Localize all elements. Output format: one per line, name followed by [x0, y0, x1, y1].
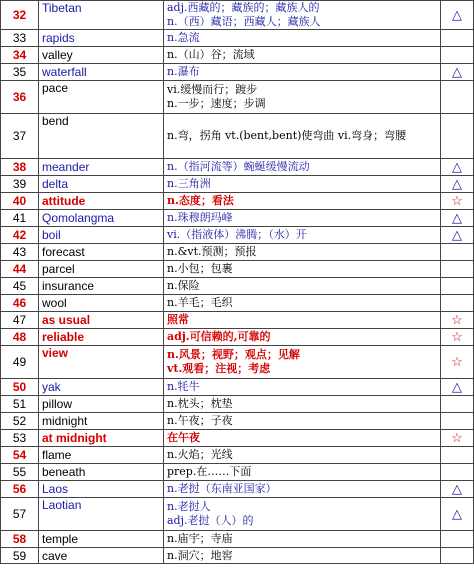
star-mark-icon: ☆	[441, 430, 474, 447]
meaning-line: n.羊毛；毛织	[167, 296, 233, 309]
vocab-word: valley	[39, 47, 164, 64]
row-number: 41	[1, 210, 39, 227]
vocab-word: cave	[39, 548, 164, 564]
meaning-line: n.洞穴；地窖	[167, 548, 233, 562]
vocab-meaning	[164, 531, 441, 548]
table-row	[1, 159, 474, 176]
empty-mark-cell	[441, 447, 474, 464]
triangle-mark-icon: △	[441, 1, 474, 30]
meaning-line: n.风景；视野；观点；见解	[167, 348, 300, 361]
meaning-line: n.急流	[167, 31, 200, 44]
meaning-line: prep.在……下面	[167, 465, 252, 478]
vocab-meaning	[164, 81, 441, 114]
vocab-word: Laos	[39, 481, 164, 498]
vocab-word: midnight	[39, 413, 164, 430]
vocab-word: delta	[39, 176, 164, 193]
meaning-line: n.（西）藏语；西藏人；藏族人	[167, 15, 321, 28]
vocab-word: yak	[39, 379, 164, 396]
vocab-word: view	[39, 346, 164, 379]
vocab-meaning	[164, 159, 441, 176]
vocab-meaning	[164, 346, 441, 379]
vocab-meaning	[164, 278, 441, 295]
meaning-line: n.枕头；枕垫	[167, 397, 233, 410]
row-number: 54	[1, 447, 39, 464]
meaning-line: n.老挝人	[167, 500, 211, 513]
table-row	[1, 548, 474, 564]
table-row	[1, 447, 474, 464]
triangle-mark-icon: △	[441, 176, 474, 193]
meaning-line: 在午夜	[167, 431, 200, 444]
vocab-meaning	[164, 413, 441, 430]
vocab-word: insurance	[39, 278, 164, 295]
meaning-line: n.火焰；光线	[167, 448, 233, 461]
vocab-word: pillow	[39, 396, 164, 413]
vocab-meaning	[164, 176, 441, 193]
star-mark-icon: ☆	[441, 312, 474, 329]
vocab-word: parcel	[39, 261, 164, 278]
empty-mark-cell	[441, 47, 474, 64]
row-number: 45	[1, 278, 39, 295]
row-number: 55	[1, 464, 39, 481]
empty-mark-cell	[441, 278, 474, 295]
empty-mark-cell	[441, 114, 474, 159]
table-row	[1, 1, 474, 30]
table-row	[1, 481, 474, 498]
triangle-mark-icon: △	[441, 227, 474, 244]
vocab-word: waterfall	[39, 64, 164, 81]
triangle-mark-icon: △	[441, 379, 474, 396]
table-row	[1, 244, 474, 261]
star-mark-icon: ☆	[441, 346, 474, 379]
vocab-meaning	[164, 47, 441, 64]
table-row	[1, 30, 474, 47]
vocab-meaning	[164, 1, 441, 30]
empty-mark-cell	[441, 261, 474, 278]
row-number: 38	[1, 159, 39, 176]
table-row	[1, 176, 474, 193]
meaning-line: 照常	[167, 313, 189, 326]
vocab-meaning	[164, 430, 441, 447]
triangle-mark-icon: △	[441, 64, 474, 81]
table-row	[1, 81, 474, 114]
row-number: 39	[1, 176, 39, 193]
table-row	[1, 379, 474, 396]
vocab-meaning	[164, 30, 441, 47]
vocab-meaning	[164, 498, 441, 531]
row-number: 43	[1, 244, 39, 261]
vocab-word: pace	[39, 81, 164, 114]
meaning-line: vt.观看；注视；考虑	[167, 362, 271, 375]
meaning-line: n.午夜；子夜	[167, 414, 233, 427]
row-number: 59	[1, 548, 39, 564]
empty-mark-cell	[441, 295, 474, 312]
empty-mark-cell	[441, 464, 474, 481]
table-row	[1, 531, 474, 548]
vocab-word: Laotian	[39, 498, 164, 531]
vocab-word: bend	[39, 114, 164, 159]
vocab-word: boil	[39, 227, 164, 244]
row-number: 51	[1, 396, 39, 413]
table-row	[1, 430, 474, 447]
row-number: 32	[1, 1, 39, 30]
meaning-line: n.（山）谷；流域	[167, 48, 255, 61]
table-row	[1, 464, 474, 481]
meaning-line: n.庙宇；寺庙	[167, 532, 233, 545]
meaning-line: adj.老挝（人）的	[167, 514, 254, 527]
row-number: 49	[1, 346, 39, 379]
table-row	[1, 498, 474, 531]
table-row	[1, 312, 474, 329]
meaning-line: n.牦牛	[167, 380, 200, 393]
vocab-word: beneath	[39, 464, 164, 481]
meaning-line: vi.（指液体）沸腾；（水）开	[167, 228, 307, 241]
vocab-meaning	[164, 227, 441, 244]
table-row	[1, 329, 474, 346]
meaning-line: n.一步；速度；步调	[167, 97, 266, 110]
triangle-mark-icon: △	[441, 498, 474, 531]
vocab-meaning	[164, 114, 441, 159]
table-row	[1, 64, 474, 81]
row-number: 47	[1, 312, 39, 329]
empty-mark-cell	[441, 531, 474, 548]
table-row	[1, 295, 474, 312]
meaning-line: n.小包；包裹	[167, 262, 233, 275]
empty-mark-cell	[441, 413, 474, 430]
vocab-word: Tibetan	[39, 1, 164, 30]
meaning-line: n.态度；看法	[167, 194, 234, 207]
meaning-line: adj.可信赖的,可靠的	[167, 330, 271, 343]
vocab-word: rapids	[39, 30, 164, 47]
vocab-meaning	[164, 261, 441, 278]
empty-mark-cell	[441, 244, 474, 261]
table-row	[1, 47, 474, 64]
vocab-meaning	[164, 244, 441, 261]
triangle-mark-icon: △	[441, 159, 474, 176]
table-row	[1, 346, 474, 379]
vocab-word: flame	[39, 447, 164, 464]
meaning-line: n.保险	[167, 279, 200, 292]
vocab-word: at midnight	[39, 430, 164, 447]
empty-mark-cell	[441, 30, 474, 47]
row-number: 53	[1, 430, 39, 447]
row-number: 46	[1, 295, 39, 312]
vocab-word: wool	[39, 295, 164, 312]
row-number: 44	[1, 261, 39, 278]
vocab-meaning	[164, 379, 441, 396]
table-row	[1, 193, 474, 210]
vocab-meaning	[164, 210, 441, 227]
table-row	[1, 278, 474, 295]
vocab-word: reliable	[39, 329, 164, 346]
triangle-mark-icon: △	[441, 210, 474, 227]
vocab-meaning	[164, 396, 441, 413]
vocab-word: meander	[39, 159, 164, 176]
vocab-word: attitude	[39, 193, 164, 210]
row-number: 57	[1, 498, 39, 531]
empty-mark-cell	[441, 81, 474, 114]
row-number: 56	[1, 481, 39, 498]
table-row	[1, 396, 474, 413]
vocab-meaning	[164, 329, 441, 346]
row-number: 34	[1, 47, 39, 64]
vocab-word: temple	[39, 531, 164, 548]
row-number: 35	[1, 64, 39, 81]
vocab-word: as usual	[39, 312, 164, 329]
row-number: 37	[1, 114, 39, 159]
meaning-line: n.珠穆朗玛峰	[167, 211, 233, 224]
meaning-line: n.&vt.预测；预报	[167, 245, 257, 258]
row-number: 42	[1, 227, 39, 244]
triangle-mark-icon: △	[441, 481, 474, 498]
row-number: 40	[1, 193, 39, 210]
row-number: 50	[1, 379, 39, 396]
row-number: 36	[1, 81, 39, 114]
meaning-line: n.瀑布	[167, 65, 200, 78]
meaning-line: n.弯，拐角 vt.(bent,bent)使弯曲 vi.弯身；弯腰	[167, 129, 407, 142]
meaning-line: adj.西藏的；藏族的；藏族人的	[167, 1, 320, 14]
star-mark-icon: ☆	[441, 329, 474, 346]
star-mark-icon: ☆	[441, 193, 474, 210]
vocab-meaning	[164, 193, 441, 210]
table-row	[1, 227, 474, 244]
meaning-line: n.三角洲	[167, 177, 211, 190]
vocab-meaning	[164, 464, 441, 481]
meaning-line: n.（指河流等）蜿蜒缓慢流动	[167, 160, 310, 173]
row-number: 48	[1, 329, 39, 346]
table-row	[1, 261, 474, 278]
vocabulary-table-body	[1, 1, 474, 564]
table-row	[1, 413, 474, 430]
vocab-meaning	[164, 447, 441, 464]
vocab-meaning	[164, 481, 441, 498]
vocab-word: Qomolangma	[39, 210, 164, 227]
table-row	[1, 114, 474, 159]
row-number: 33	[1, 30, 39, 47]
vocab-meaning	[164, 64, 441, 81]
vocab-meaning	[164, 312, 441, 329]
vocab-word: forecast	[39, 244, 164, 261]
row-number: 52	[1, 413, 39, 430]
table-row	[1, 210, 474, 227]
empty-mark-cell	[441, 396, 474, 413]
empty-mark-cell	[441, 548, 474, 564]
row-number: 58	[1, 531, 39, 548]
meaning-line: vi.缓慢而行；踱步	[167, 83, 258, 96]
vocab-meaning	[164, 548, 441, 564]
vocab-meaning	[164, 295, 441, 312]
meaning-line: n.老挝（东南亚国家）	[167, 482, 277, 495]
